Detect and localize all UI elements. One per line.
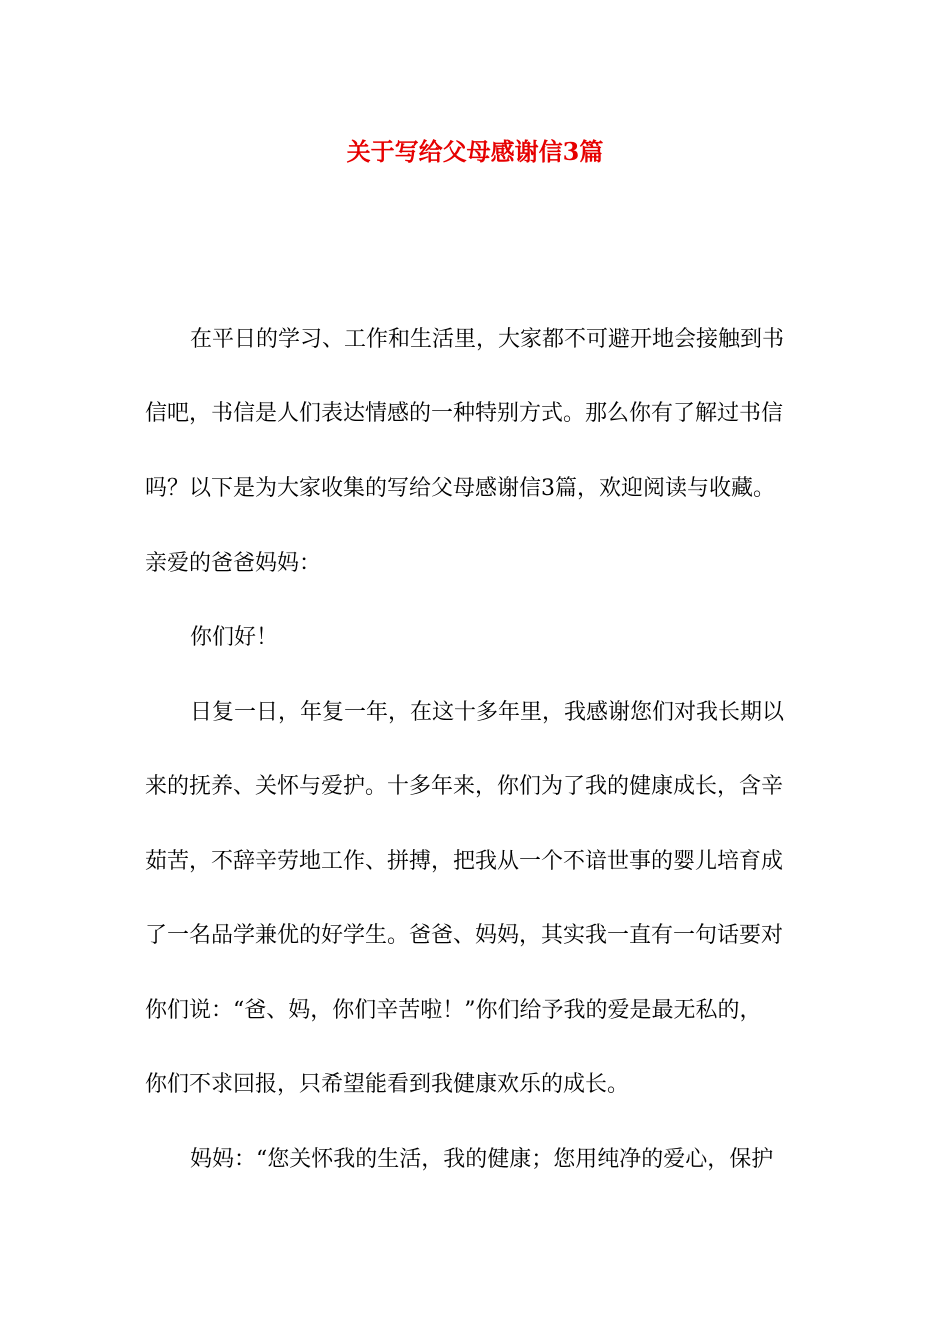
paragraph-line: 茹苦，不辞辛劳地工作、拼搏，把我从一个不谙世事的婴儿培育成 <box>145 849 784 874</box>
paragraph-line: 你们说：“爸、妈，你们辛苦啦！”你们给予我的爱是最无私的， <box>145 998 762 1023</box>
paragraph-line: 日复一日，年复一年，在这十多年里，我感谢您们对我长期以 <box>190 700 785 725</box>
document-title: 关于写给父母感谢信3篇 <box>346 137 604 166</box>
greeting-line: 你们好！ <box>190 625 279 650</box>
paragraph-line: 了一名品学兼优的好学生。爸爸、妈妈，其实我一直有一句话要对 <box>145 923 784 948</box>
paragraph-line: 你们不求回报，只希望能看到我健康欢乐的成长。 <box>145 1072 630 1097</box>
paragraph-line: 信吧，书信是人们表达情感的一种特别方式。那么你有了解过书信 <box>145 401 784 426</box>
salutation-line: 亲爱的爸爸妈妈： <box>145 551 322 576</box>
paragraph-line: 在平日的学习、工作和生活里，大家都不可避开地会接触到书 <box>190 327 785 352</box>
paragraph-line: 吗？以下是为大家收集的写给父母感谢信3篇，欢迎阅读与收藏。 <box>145 476 775 501</box>
paragraph-line: 来的抚养、关怀与爱护。十多年来，你们为了我的健康成长，含辛 <box>145 774 784 799</box>
paragraph-line: 妈妈：“您关怀我的生活，我的健康；您用纯净的爱心，保护 <box>190 1147 774 1172</box>
